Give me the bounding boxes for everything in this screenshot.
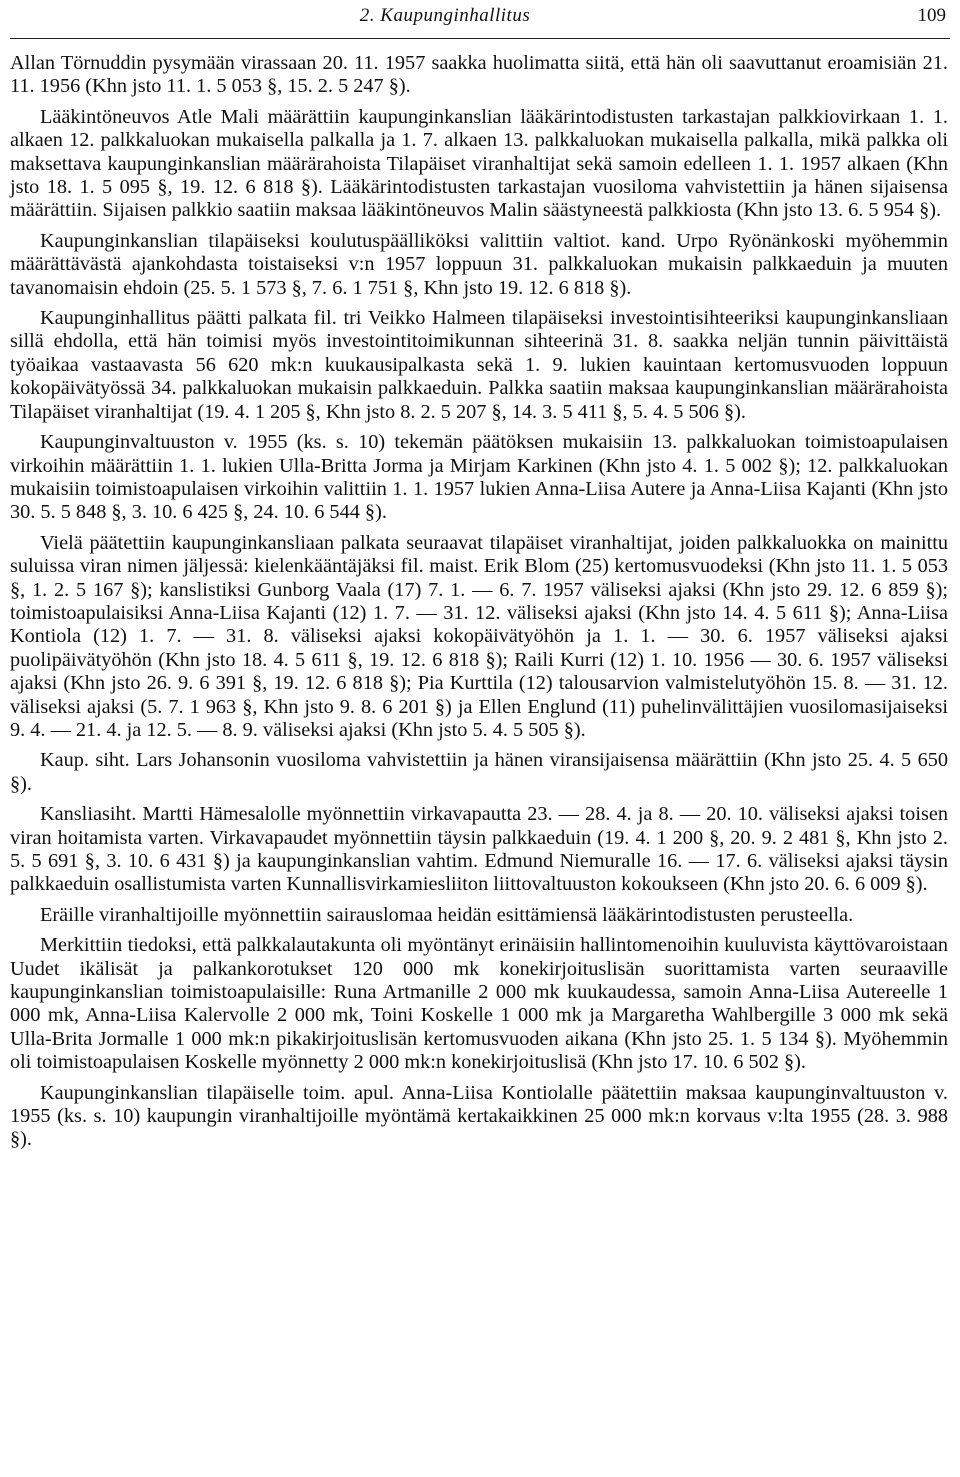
paragraph: Kaupunginkanslian tilapäiselle toim. apul. Anna-Liisa Kontiolalle päätettiin maksaa kaupunginvaltuuston v. 1955 (ks. s. 10) kaupungin viranhaltijoille myöntämä kertakaikkinen 25 000 mk:n korvaus v:lta 1955 (28. 3. 988 §). [10, 1081, 948, 1151]
paragraph: Kaup. siht. Lars Johansonin vuosiloma vahvistettiin ja hänen viransijaisensa määrättiin (Khn jsto 25. 4. 5 650 §). [10, 749, 948, 795]
paragraph: Merkittiin tiedoksi, että palkkalautakunta oli myöntänyt erinäisiin hallintomenoihin kuuluvista käyttövaroistaan Uudet ikälisät ja palkankorotukset 120 000 mk konekirjoituslisän suorittamista varten seuraaville kaupunginkanslian toimistoapulaisille: Runa Artmanille 2 000 mk kuukaudessa, samoin Anna-Liisa Autereelle 1 000 mk, Anna-Liisa Kalervolle 2 000 mk, Toini Koskelle 1 000 mk ja Margaretha Wahlbergille 3 000 mk sekä Ulla-Brita Jormalle 1 000 mk:n pikakirjoituslisän kertomusvuoden aikana (Khn jsto 25. 1. 5 134 §). Myöhemmin oli toimistoapulaisen Koskelle myönnetty 2 000 mk:n konekirjoituslisä (Khn jsto 17. 10. 6 502 §). [10, 934, 948, 1074]
paragraph: Vielä päätettiin kaupunginkansliaan palkata seuraavat tilapäiset viranhaltijat, joiden palkkaluokka on mainittu suluissa viran nimen jäljessä: kielenkääntäjäksi fil. maist. Erik Blom (25) kertomusvuodeksi (Khn jsto 11. 1. 5 053 §, 1. 2. 5 167 §); kanslistiksi Gunborg Vaala (17) 7. 1. — 6. 7. 1957 väliseksi ajaksi (Khn jsto 29. 12. 6 859 §); toimistoapulaisiksi Anna-Liisa Kajanti (12) 1. 7. — 31. 12. väliseksi ajaksi (Khn jsto 14. 4. 5 611 §); Anna-Liisa Kontiola (12) 1. 7. — 31. 8. väliseksi ajaksi kokopäivätyöhön ja 1. 1. — 30. 6. 1957 väliseksi ajaksi puolipäivätyöhön (Khn jsto 18. 4. 5 611 §, 19. 12. 6 818 §); Raili Kurri (12) 1. 10. 1956 — 30. 6. 1957 väliseksi ajaksi (Khn jsto 26. 9. 6 391 §, 19. 12. 6 818 §); Pia Kurttila (12) talousarvion valmistelutyöhön 15. 8. — 31. 12. väliseksi ajaksi (5. 7. 1 963 §, Khn jsto 9. 8. 6 201 §) ja Ellen Englund (11) puhelinvälittäjien vuosilomasijaiseksi 9. 4. — 21. 4. ja 12. 5. — 8. 9. väliseksi ajaksi (Khn jsto 5. 4. 5 505 §). [10, 531, 948, 741]
paragraph: Eräille viranhaltijoille myönnettiin sairauslomaa heidän esittämiensä lääkärintodistusten perusteella. [40, 903, 854, 926]
running-head: 2. Kaupunginhallitus [359, 5, 531, 26]
page-number: 109 [917, 5, 946, 26]
paragraph: Kaupunginvaltuuston v. 1955 (ks. s. 10) tekemän päätöksen mukaisiin 13. palkkaluokan toimistoapulaisen virkoihin määrättiin 1. 1. lukien Ulla-Britta Jorma ja Mirjam Karkinen (Khn jsto 4. 1. 5 002 §); 12. palkkaluokan mukaisiin toimistoapulaisen virkoihin valittiin 1. 1. 1957 lukien Anna-Liisa Autere ja Anna-Liisa Kajanti (Khn jsto 30. 5. 5 848 §, 3. 10. 6 425 §, 24. 10. 6 544 §). [10, 431, 948, 524]
paragraph: Kaupunginhallitus päätti palkata fil. tri Veikko Halmeen tilapäiseksi investointisihteeriksi kaupunginkansliaan sillä ehdolla, että hän toimisi myös investointitoimikunnan sihteerinä 31. 8. saakka neljän tunnin päivittäistä työaikaa vastaavasta 56 620 mk:n kuukausipalkasta sekä 1. 9. lukien kauintaan kertomusvuoden loppuun kokopäivätyössä 34. palkkaluokan mukaisin palkkaeduin. Palkka saatiin maksaa kaupunginkanslian määrärahoista Tilapäiset viranhaltijat (19. 4. 1 205 §, Khn jsto 8. 2. 5 207 §, 14. 3. 5 411 §, 5. 4. 5 506 §). [10, 307, 948, 423]
paragraph: Kaupunginkanslian tilapäiseksi koulutuspäälliköksi valittiin valtiot. kand. Urpo Ryönänkoski myöhemmin määrättävästä ajankohdasta toistaiseksi v:n 1957 loppuun 31. palkkaluokan mukaisin palkkaeduin ja muuten tavanomaisin ehdoin (25. 5. 1 573 §, 7. 6. 1 751 §, Khn jsto 19. 12. 6 818 §). [10, 229, 948, 299]
paragraph: Allan Törnuddin pysymään virassaan 20. 11. 1957 saakka huolimatta siitä, että hän oli saavuttanut eroamisiän 21. 11. 1956 (Khn jsto 11. 1. 5 053 §, 15. 2. 5 247 §). [10, 52, 948, 98]
body-text [10, 52, 948, 1159]
paragraph: Kansliasiht. Martti Hämesalolle myönnettiin virkavapautta 23. — 28. 4. ja 8. — 20. 10. väliseksi ajaksi toisen viran hoitamista varten. Virkavapaudet myönnettiin täysin palkkaeduin (19. 4. 1 200 §, 20. 9. 2 481 §, Khn jsto 2. 5. 5 691 §, 3. 10. 6 431 §) ja kaupunginkanslian vahtim. Edmund Niemuralle 16. — 17. 6. väliseksi ajaksi täysin palkkaeduin osallistumista varten Kunnallisvirkamiesliiton liittovaltuuston kokoukseen (Khn jsto 20. 6. 6 009 §). [10, 803, 948, 896]
paragraph: Lääkintöneuvos Atle Mali määrättiin kaupunginkanslian lääkärintodistusten tarkastajan palkkiovirkaan 1. 1. alkaen 12. palkkaluokan mukaisella palkalla ja 1. 7. alkaen 13. palkkaluokan mukaisella palkalla, mikä palkka oli maksettava kaupunginkanslian määrärahoista Tilapäiset viranhaltijat sekä samoin edelleen 1. 1. 1957 alkaen (Khn jsto 18. 1. 5 095 §, 19. 12. 6 818 §). Lääkärintodistusten tarkastajan vuosiloma vahvistettiin ja hänen sijaisensa määrättiin. Sijaisen palkkio saatiin maksaa lääkintöneuvos Malin säästyneestä palkkiosta (Khn jsto 13. 6. 5 954 §). [10, 105, 948, 222]
page-header [10, 0, 950, 39]
